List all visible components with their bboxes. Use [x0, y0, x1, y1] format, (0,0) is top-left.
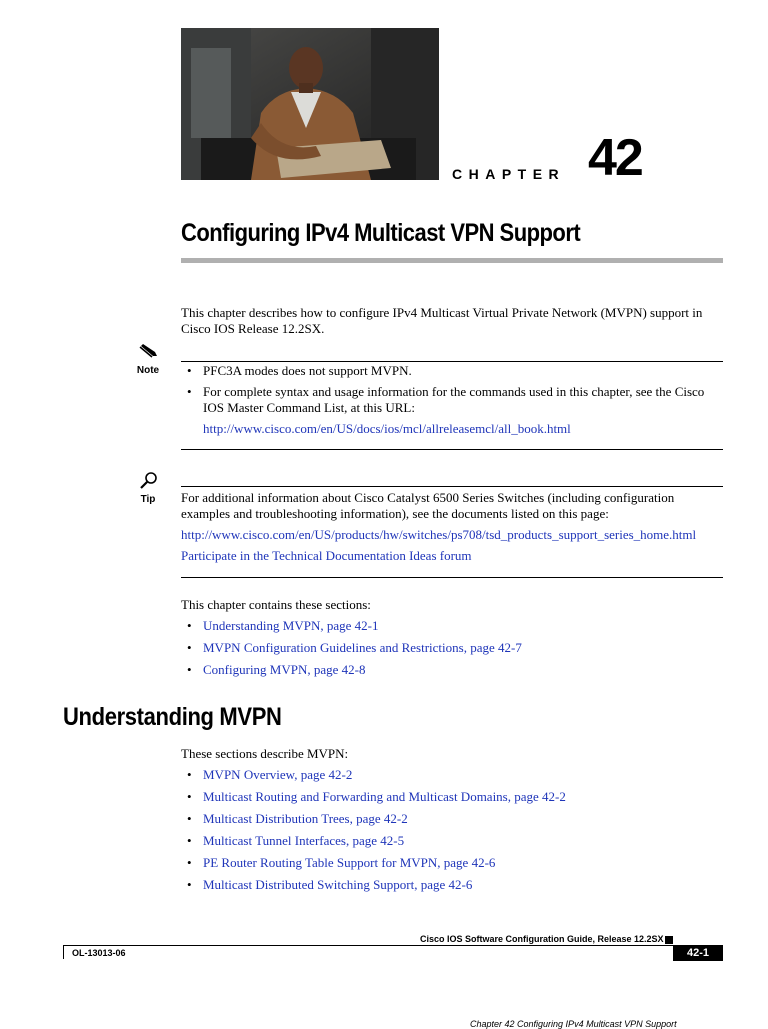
- note-pencil-icon: [137, 342, 161, 364]
- section-link-item[interactable]: [181, 640, 726, 656]
- note-body: [181, 363, 726, 437]
- subsection-link[interactable]: PE Router Routing Table Support for MVPN, page 42-6: [203, 855, 496, 870]
- understanding-list: [181, 767, 726, 893]
- tip-body: [181, 490, 726, 564]
- subsection-link-item[interactable]: [181, 811, 726, 827]
- tip-top-rule: [181, 486, 723, 487]
- note-item: • PFC3A modes does not support MVPN.: [181, 363, 726, 379]
- section-link-item[interactable]: [181, 662, 726, 678]
- tip-bottom-rule: [181, 577, 723, 578]
- section-heading: Understanding MVPN: [63, 703, 282, 731]
- sections-lead: This chapter contains these sections:: [181, 597, 371, 612]
- page-title: Configuring IPv4 Multicast VPN Support: [181, 219, 581, 247]
- tip-label: Tip: [140, 494, 156, 505]
- understanding-lead: These sections describe MVPN:: [181, 746, 349, 761]
- chapter-number: 42: [588, 129, 642, 187]
- section-link[interactable]: MVPN Configuration Guidelines and Restrictions, page 42-7: [203, 640, 522, 655]
- footer-rule: [63, 945, 673, 946]
- tip-text: For additional information about Cisco Catalyst 6500 Series Switches (including configuration examples and troubleshooting information), see the documents listed on this page:: [181, 490, 675, 521]
- intro-paragraph: This chapter describes how to configure IPv4 Multicast Virtual Private Network (MVPN) support in Cisco IOS Release 12.2SX.: [181, 305, 703, 336]
- sections-list: [181, 618, 726, 678]
- subsection-link[interactable]: Multicast Distribution Trees, page 42-2: [203, 811, 408, 826]
- section-link[interactable]: Understanding MVPN, page 42-1: [203, 618, 379, 633]
- note-item: • For complete syntax and usage information for the commands used in this chapter, see the Cisco IOS Master Command List, at this URL:: [181, 384, 726, 416]
- subsection-link-item[interactable]: [181, 877, 726, 893]
- subsection-link-item[interactable]: [181, 833, 726, 849]
- footer-page-number: 42-1: [673, 945, 723, 961]
- note-top-rule: [181, 361, 723, 362]
- footer-marker: [665, 936, 673, 944]
- footer-guide-title: Cisco IOS Software Configuration Guide, Release 12.2SX: [420, 934, 664, 944]
- footer-left-tick: [63, 945, 64, 959]
- subsection-link[interactable]: Multicast Distributed Switching Support, page 42-6: [203, 877, 473, 892]
- note-list: [181, 363, 726, 416]
- note-url-link[interactable]: http://www.cisco.com/en/US/docs/ios/mcl/allreleasemcl/all_book.html: [203, 421, 571, 436]
- chapter-label: CHAPTER: [452, 166, 566, 182]
- next-page-header: Chapter 42 Configuring IPv4 Multicast VPN Support: [470, 1019, 677, 1029]
- subsection-link[interactable]: Multicast Routing and Forwarding and Multicast Domains, page 42-2: [203, 789, 566, 804]
- note-bottom-rule: [181, 449, 723, 450]
- subsection-link-item[interactable]: [181, 855, 726, 871]
- tip-url-link[interactable]: http://www.cisco.com/en/US/products/hw/switches/ps708/tsd_products_support_series_home.html: [181, 527, 697, 542]
- subsection-link-item[interactable]: [181, 767, 726, 783]
- subsection-link[interactable]: MVPN Overview, page 42-2: [203, 767, 353, 782]
- subsection-link[interactable]: Multicast Tunnel Interfaces, page 42-5: [203, 833, 405, 848]
- tip-magnifier-icon: [137, 470, 161, 492]
- footer-doc-number: OL-13013-06: [72, 948, 126, 958]
- tip-forum-link[interactable]: Participate in the Technical Documentation Ideas forum: [181, 548, 472, 563]
- chapter-photo: [181, 28, 439, 180]
- sections-block: [181, 597, 726, 684]
- section-link-item[interactable]: [181, 618, 726, 634]
- understanding-block: [181, 746, 726, 899]
- title-rule: [181, 258, 723, 263]
- subsection-link-item[interactable]: [181, 789, 726, 805]
- section-link[interactable]: Configuring MVPN, page 42-8: [203, 662, 366, 677]
- note-label: Note: [136, 365, 160, 376]
